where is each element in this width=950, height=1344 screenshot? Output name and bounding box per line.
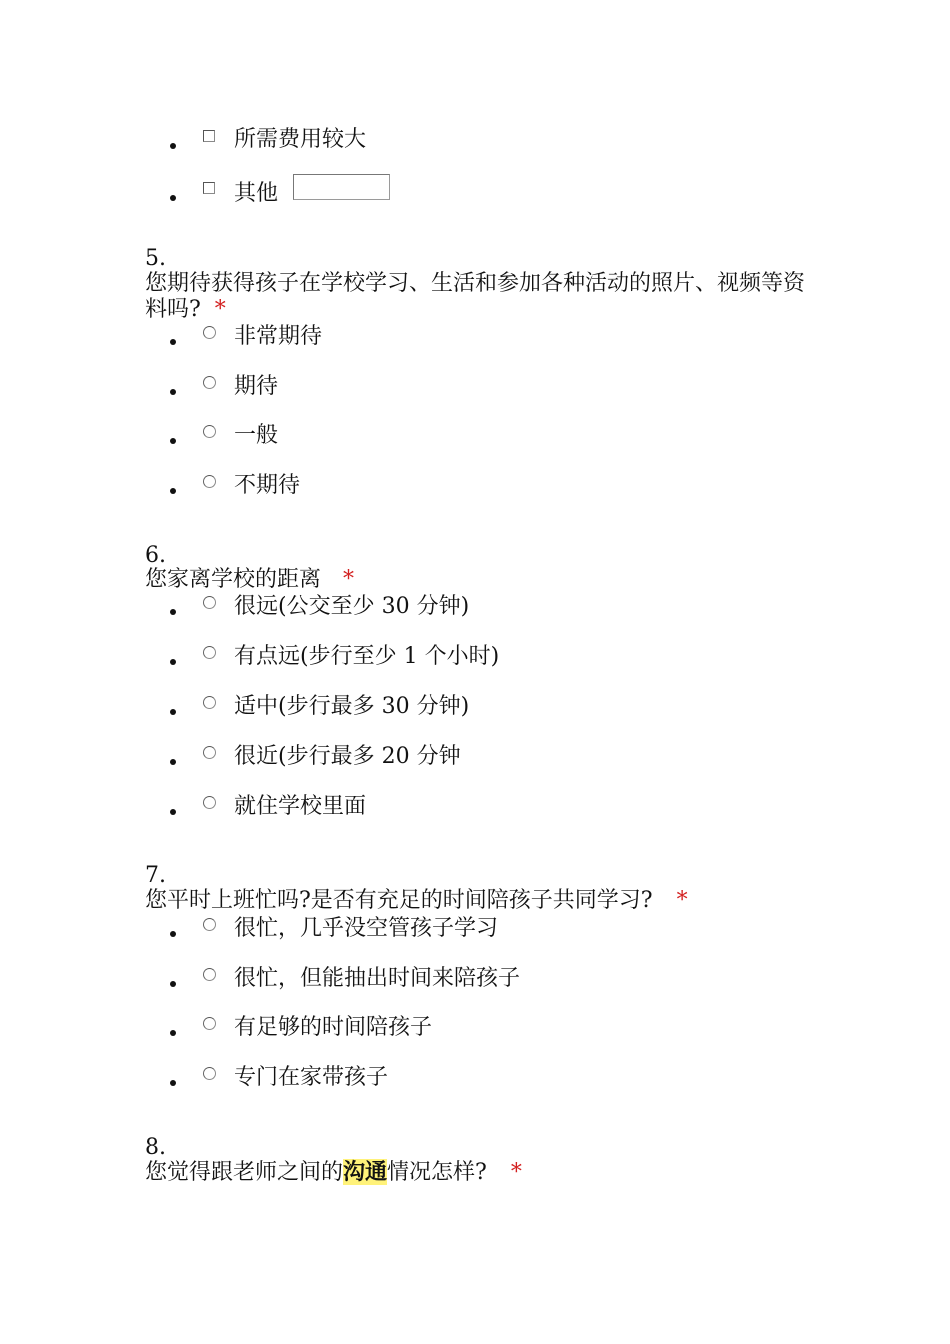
option-label: 很远(公交至少 30 分钟) — [234, 594, 470, 619]
question-text — [145, 271, 825, 323]
list-bullet — [170, 438, 176, 444]
option-label: 其他 — [234, 181, 279, 206]
radio-very-expect[interactable] — [203, 326, 216, 339]
question-text — [145, 1159, 825, 1186]
required-asterisk: * — [343, 567, 355, 592]
question-number: 8. — [145, 1135, 166, 1160]
option-label: 专门在家带孩子 — [234, 1065, 389, 1090]
radio-enough-time[interactable] — [203, 1017, 216, 1030]
radio-very-busy-no-time[interactable] — [203, 918, 216, 931]
radio-moderate[interactable] — [203, 696, 216, 709]
question-text — [145, 888, 825, 914]
checkbox-other[interactable] — [203, 182, 215, 194]
option-label: 所需费用较大 — [234, 127, 367, 152]
radio-busy-but-can[interactable] — [203, 968, 216, 981]
list-bullet — [170, 981, 176, 987]
question-prompt-start: 您觉得跟老师之间的 — [145, 1160, 344, 1185]
highlighted-keyword: 沟通 — [343, 1159, 388, 1185]
list-bullet — [170, 931, 176, 937]
question-prompt: 您家离学校的距离 — [145, 567, 322, 592]
checkbox-fees-high[interactable] — [203, 130, 215, 142]
required-asterisk: * — [510, 1160, 522, 1185]
other-text-input[interactable] — [293, 174, 390, 200]
radio-very-close[interactable] — [203, 746, 216, 759]
question-text — [145, 567, 825, 593]
list-bullet — [170, 143, 176, 149]
list-bullet — [170, 488, 176, 494]
option-label: 非常期待 — [234, 324, 323, 349]
option-label: 一般 — [234, 423, 279, 448]
option-label: 就住学校里面 — [234, 794, 367, 819]
option-label: 很忙，几乎没空管孩子学习 — [234, 916, 499, 941]
list-bullet — [170, 389, 176, 395]
radio-not-expect[interactable] — [203, 475, 216, 488]
question-prompt: 您平时上班忙吗?是否有充足的时间陪孩子共同学习? — [145, 888, 653, 913]
list-bullet — [170, 339, 176, 345]
list-bullet — [170, 659, 176, 665]
radio-very-far[interactable] — [203, 596, 216, 609]
question-prompt: 您期待获得孩子在学校学习、生活和参加各种活动的照片、视频等资料吗? — [145, 271, 806, 322]
option-label: 适中(步行最多 30 分钟) — [234, 694, 470, 719]
radio-somewhat-far[interactable] — [203, 646, 216, 659]
radio-on-campus[interactable] — [203, 796, 216, 809]
list-bullet — [170, 609, 176, 615]
required-asterisk: * — [676, 888, 688, 913]
radio-expect[interactable] — [203, 376, 216, 389]
list-bullet — [170, 709, 176, 715]
list-bullet — [170, 195, 176, 201]
option-label: 不期待 — [234, 473, 301, 498]
list-bullet — [170, 809, 176, 815]
required-asterisk: * — [214, 297, 226, 322]
option-label: 很忙，但能抽出时间来陪孩子 — [234, 966, 521, 991]
radio-stay-home[interactable] — [203, 1067, 216, 1080]
option-label: 很近(步行最多 20 分钟 — [234, 744, 461, 769]
list-bullet — [170, 1030, 176, 1036]
option-label: 有足够的时间陪孩子 — [234, 1015, 433, 1040]
list-bullet — [170, 759, 176, 765]
question-number: 7. — [145, 863, 166, 888]
option-label: 有点远(步行至少 1 个小时) — [234, 644, 500, 669]
question-number: 6. — [145, 543, 166, 568]
list-bullet — [170, 1080, 176, 1086]
question-number: 5. — [145, 246, 166, 271]
option-label: 期待 — [234, 374, 279, 399]
radio-average[interactable] — [203, 425, 216, 438]
question-prompt-end: 情况怎样? — [387, 1160, 487, 1185]
